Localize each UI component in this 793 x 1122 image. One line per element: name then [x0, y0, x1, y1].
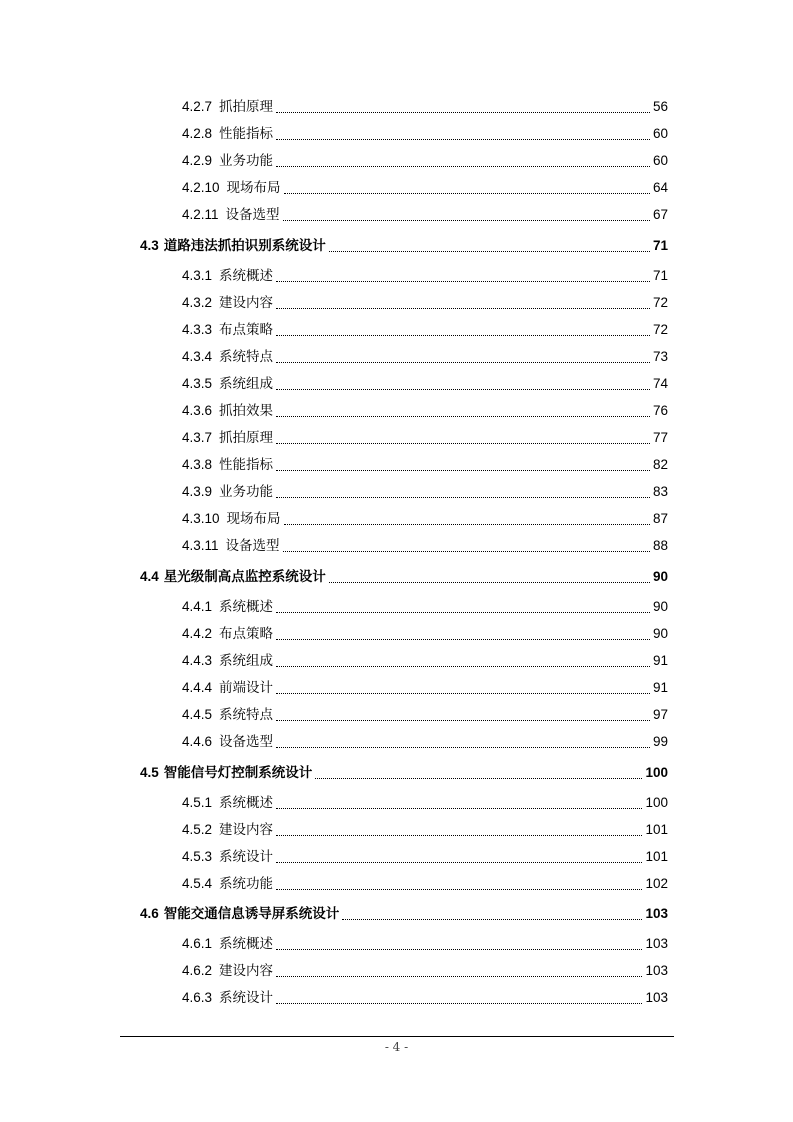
toc-entry-title: 系统概述: [219, 268, 274, 283]
toc-entry-title: 系统设计: [219, 990, 274, 1005]
toc-entry-title: 设备选型: [219, 734, 274, 749]
toc-entry-page: 60: [652, 126, 668, 141]
toc-subsection-entry[interactable]: [182, 847, 668, 867]
toc-entry-number: 4.5.1: [182, 795, 213, 810]
toc-subsection-entry[interactable]: [182, 678, 668, 698]
toc-entry-page: 103: [645, 936, 668, 951]
toc-entry-number: 4.2.9: [182, 153, 213, 168]
toc-subsection-entry[interactable]: [182, 124, 668, 144]
toc-dot-leader: [329, 250, 650, 252]
toc-entry-title: 系统功能: [219, 876, 274, 891]
toc-dot-leader: [276, 496, 650, 498]
toc-entry-page: 100: [645, 795, 668, 810]
toc-entry-title: 系统概述: [219, 599, 274, 614]
toc-dot-leader: [276, 719, 650, 721]
toc-dot-leader: [276, 665, 650, 667]
toc-entry-title: 现场布局: [226, 511, 281, 526]
toc-entry-title: 系统特点: [219, 349, 274, 364]
toc-entry-title: 系统概述: [219, 795, 274, 810]
toc-entry-number: 4.5.2: [182, 822, 213, 837]
toc-subsection-entry[interactable]: [182, 401, 668, 421]
toc-dot-leader: [276, 746, 650, 748]
toc-entry-page: 73: [652, 349, 668, 364]
toc-entry-number: 4.6.2: [182, 963, 213, 978]
toc-subsection-entry[interactable]: [182, 97, 668, 117]
toc-subsection-entry[interactable]: [182, 934, 668, 954]
toc-entry-page: 71: [652, 268, 668, 283]
toc-entry-number: 4.2.7: [182, 99, 213, 114]
toc-dot-leader: [342, 918, 642, 920]
footer-divider: [120, 1036, 674, 1037]
toc-subsection-entry[interactable]: [182, 320, 668, 340]
toc-entry-title: 抓拍效果: [219, 403, 274, 418]
toc-entry-page: 74: [652, 376, 668, 391]
toc-entry-page: 97: [652, 707, 668, 722]
toc-entry-title: 布点策略: [219, 626, 274, 641]
toc-subsection-entry[interactable]: [182, 624, 668, 644]
toc-dot-leader: [276, 111, 650, 113]
toc-entry-number: 4.4.2: [182, 626, 213, 641]
toc-entry-title: 业务功能: [219, 484, 274, 499]
toc-entry-title: 业务功能: [219, 153, 274, 168]
toc-dot-leader: [283, 550, 650, 552]
toc-entry-number: 4.3.5: [182, 376, 213, 391]
toc-dot-leader: [276, 415, 650, 417]
toc-subsection-entry[interactable]: [182, 597, 668, 617]
toc-subsection-entry[interactable]: [182, 455, 668, 475]
toc-entry-title: 现场布局: [226, 180, 281, 195]
toc-subsection-entry[interactable]: [182, 347, 668, 367]
toc-entry-page: 77: [652, 430, 668, 445]
toc-entry-title: 设备选型: [225, 538, 280, 553]
toc-dot-leader: [329, 581, 650, 583]
toc-dot-leader: [276, 469, 650, 471]
toc-subsection-entry[interactable]: [182, 793, 668, 813]
toc-subsection-entry[interactable]: [182, 651, 668, 671]
toc-entry-page: 91: [652, 653, 668, 668]
toc-dot-leader: [284, 192, 650, 194]
toc-subsection-entry[interactable]: [182, 820, 668, 840]
toc-subsection-entry[interactable]: [182, 205, 668, 225]
toc-dot-leader: [315, 777, 642, 779]
toc-entry-title: 性能指标: [219, 457, 274, 472]
toc-entry-number: 4.2.10: [182, 180, 220, 195]
toc-dot-leader: [276, 692, 650, 694]
toc-dot-leader: [276, 442, 650, 444]
toc-entry-page: 102: [645, 876, 668, 891]
toc-entry-number: 4.3.11: [182, 538, 219, 553]
toc-dot-leader: [276, 138, 650, 140]
toc-dot-leader: [283, 219, 650, 221]
toc-entry-number: 4.6.3: [182, 990, 213, 1005]
toc-entry-number: 4.4.3: [182, 653, 213, 668]
toc-entry-page: 67: [652, 207, 668, 222]
toc-entry-title: 系统组成: [219, 376, 274, 391]
toc-entry-title: 系统组成: [219, 653, 274, 668]
toc-entry-page: 99: [652, 734, 668, 749]
toc-entry-page: 88: [652, 538, 668, 553]
toc-entry-title: 抓拍原理: [219, 99, 274, 114]
toc-dot-leader: [276, 638, 650, 640]
toc-entry-page: 100: [645, 765, 668, 780]
toc-subsection-entry[interactable]: [182, 428, 668, 448]
toc-dot-leader: [276, 307, 650, 309]
toc-dot-leader: [276, 165, 650, 167]
toc-dot-leader: [276, 280, 650, 282]
toc-dot-leader: [276, 1002, 642, 1004]
toc-entry-number: 4.5.3: [182, 849, 213, 864]
toc-entry-page: 101: [645, 822, 668, 837]
toc-entry-title: 道路违法抓拍识别系统设计: [163, 238, 326, 253]
toc-section-entry[interactable]: [140, 763, 668, 783]
toc-entry-page: 56: [652, 99, 668, 114]
toc-entry-number: 4.4.5: [182, 707, 213, 722]
toc-entry-title: 建设内容: [219, 822, 274, 837]
toc-entry-page: 87: [652, 511, 668, 526]
toc-entry-page: 90: [652, 569, 668, 584]
toc-entry-title: 星光级制高点监控系统设计: [163, 569, 326, 584]
toc-subsection-entry[interactable]: [182, 961, 668, 981]
toc-entry-title: 建设内容: [219, 963, 274, 978]
toc-entry-number: 4.5.4: [182, 876, 213, 891]
toc-entry-number: 4.3.3: [182, 322, 213, 337]
toc-entry-page: 72: [652, 322, 668, 337]
toc-dot-leader: [276, 975, 642, 977]
toc-entry-number: 4.2.11: [182, 207, 219, 222]
toc-entry-number: 4.3.10: [182, 511, 220, 526]
toc-dot-leader: [276, 334, 650, 336]
toc-entry-number: 4.4.1: [182, 599, 213, 614]
toc-entry-title: 布点策略: [219, 322, 274, 337]
toc-entry-number: 4.6: [140, 906, 159, 921]
toc-dot-leader: [276, 948, 642, 950]
toc-subsection-entry[interactable]: [182, 988, 668, 1008]
toc-entry-title: 抓拍原理: [219, 430, 274, 445]
toc-entry-page: 103: [645, 963, 668, 978]
toc-entry-title: 建设内容: [219, 295, 274, 310]
toc-entry-page: 103: [645, 990, 668, 1005]
toc-subsection-entry[interactable]: [182, 482, 668, 502]
toc-entry-number: 4.4.6: [182, 734, 213, 749]
toc-entry-number: 4.6.1: [182, 936, 213, 951]
toc-dot-leader: [276, 388, 650, 390]
toc-dot-leader: [276, 861, 642, 863]
toc-entry-number: 4.4.4: [182, 680, 213, 695]
toc-entry-page: 82: [652, 457, 668, 472]
toc-entry-title: 性能指标: [219, 126, 274, 141]
toc-entry-number: 4.3.9: [182, 484, 213, 499]
toc-entry-number: 4.4: [140, 569, 159, 584]
toc-entry-number: 4.3.8: [182, 457, 213, 472]
toc-entry-page: 64: [652, 180, 668, 195]
toc-dot-leader: [276, 807, 642, 809]
toc-dot-leader: [276, 888, 642, 890]
toc-section-entry[interactable]: [140, 236, 668, 256]
toc-entry-number: 4.3.6: [182, 403, 213, 418]
toc-dot-leader: [276, 361, 650, 363]
toc-entry-page: 91: [652, 680, 668, 695]
toc-dot-leader: [284, 523, 650, 525]
toc-entry-page: 103: [645, 906, 668, 921]
toc-entry-page: 76: [652, 403, 668, 418]
toc-entry-number: 4.3: [140, 238, 159, 253]
toc-entry-number: 4.2.8: [182, 126, 213, 141]
toc-entry-page: 83: [652, 484, 668, 499]
toc-entry-page: 90: [652, 626, 668, 641]
toc-subsection-entry[interactable]: [182, 536, 668, 556]
toc-subsection-entry[interactable]: [182, 705, 668, 725]
toc-entry-page: 71: [652, 238, 668, 253]
toc-dot-leader: [276, 611, 650, 613]
toc-entry-title: 系统设计: [219, 849, 274, 864]
page-number: - 4 -: [384, 1040, 409, 1054]
toc-subsection-entry[interactable]: [182, 266, 668, 286]
toc-entry-title: 智能交通信息诱导屏系统设计: [163, 906, 340, 921]
toc-subsection-entry[interactable]: [182, 732, 668, 752]
toc-dot-leader: [276, 834, 642, 836]
toc-entry-page: 101: [645, 849, 668, 864]
toc-entry-number: 4.5: [140, 765, 159, 780]
toc-entry-number: 4.3.1: [182, 268, 213, 283]
toc-entry-title: 前端设计: [219, 680, 274, 695]
toc-subsection-entry[interactable]: [182, 509, 668, 529]
toc-section-entry[interactable]: [140, 567, 668, 587]
toc-subsection-entry[interactable]: [182, 151, 668, 171]
toc-entry-number: 4.3.7: [182, 430, 213, 445]
toc-entry-page: 72: [652, 295, 668, 310]
toc-entry-title: 系统特点: [219, 707, 274, 722]
toc-entry-title: 系统概述: [219, 936, 274, 951]
toc-entry-number: 4.3.4: [182, 349, 213, 364]
toc-subsection-entry[interactable]: [182, 293, 668, 313]
toc-entry-title: 智能信号灯控制系统设计: [163, 765, 313, 780]
toc-entry-number: 4.3.2: [182, 295, 213, 310]
toc-subsection-entry[interactable]: [182, 178, 668, 198]
toc-section-entry[interactable]: [140, 904, 668, 924]
toc-subsection-entry[interactable]: [182, 874, 668, 894]
toc-entry-page: 90: [652, 599, 668, 614]
toc-subsection-entry[interactable]: [182, 374, 668, 394]
toc-entry-title: 设备选型: [225, 207, 280, 222]
toc-entry-page: 60: [652, 153, 668, 168]
